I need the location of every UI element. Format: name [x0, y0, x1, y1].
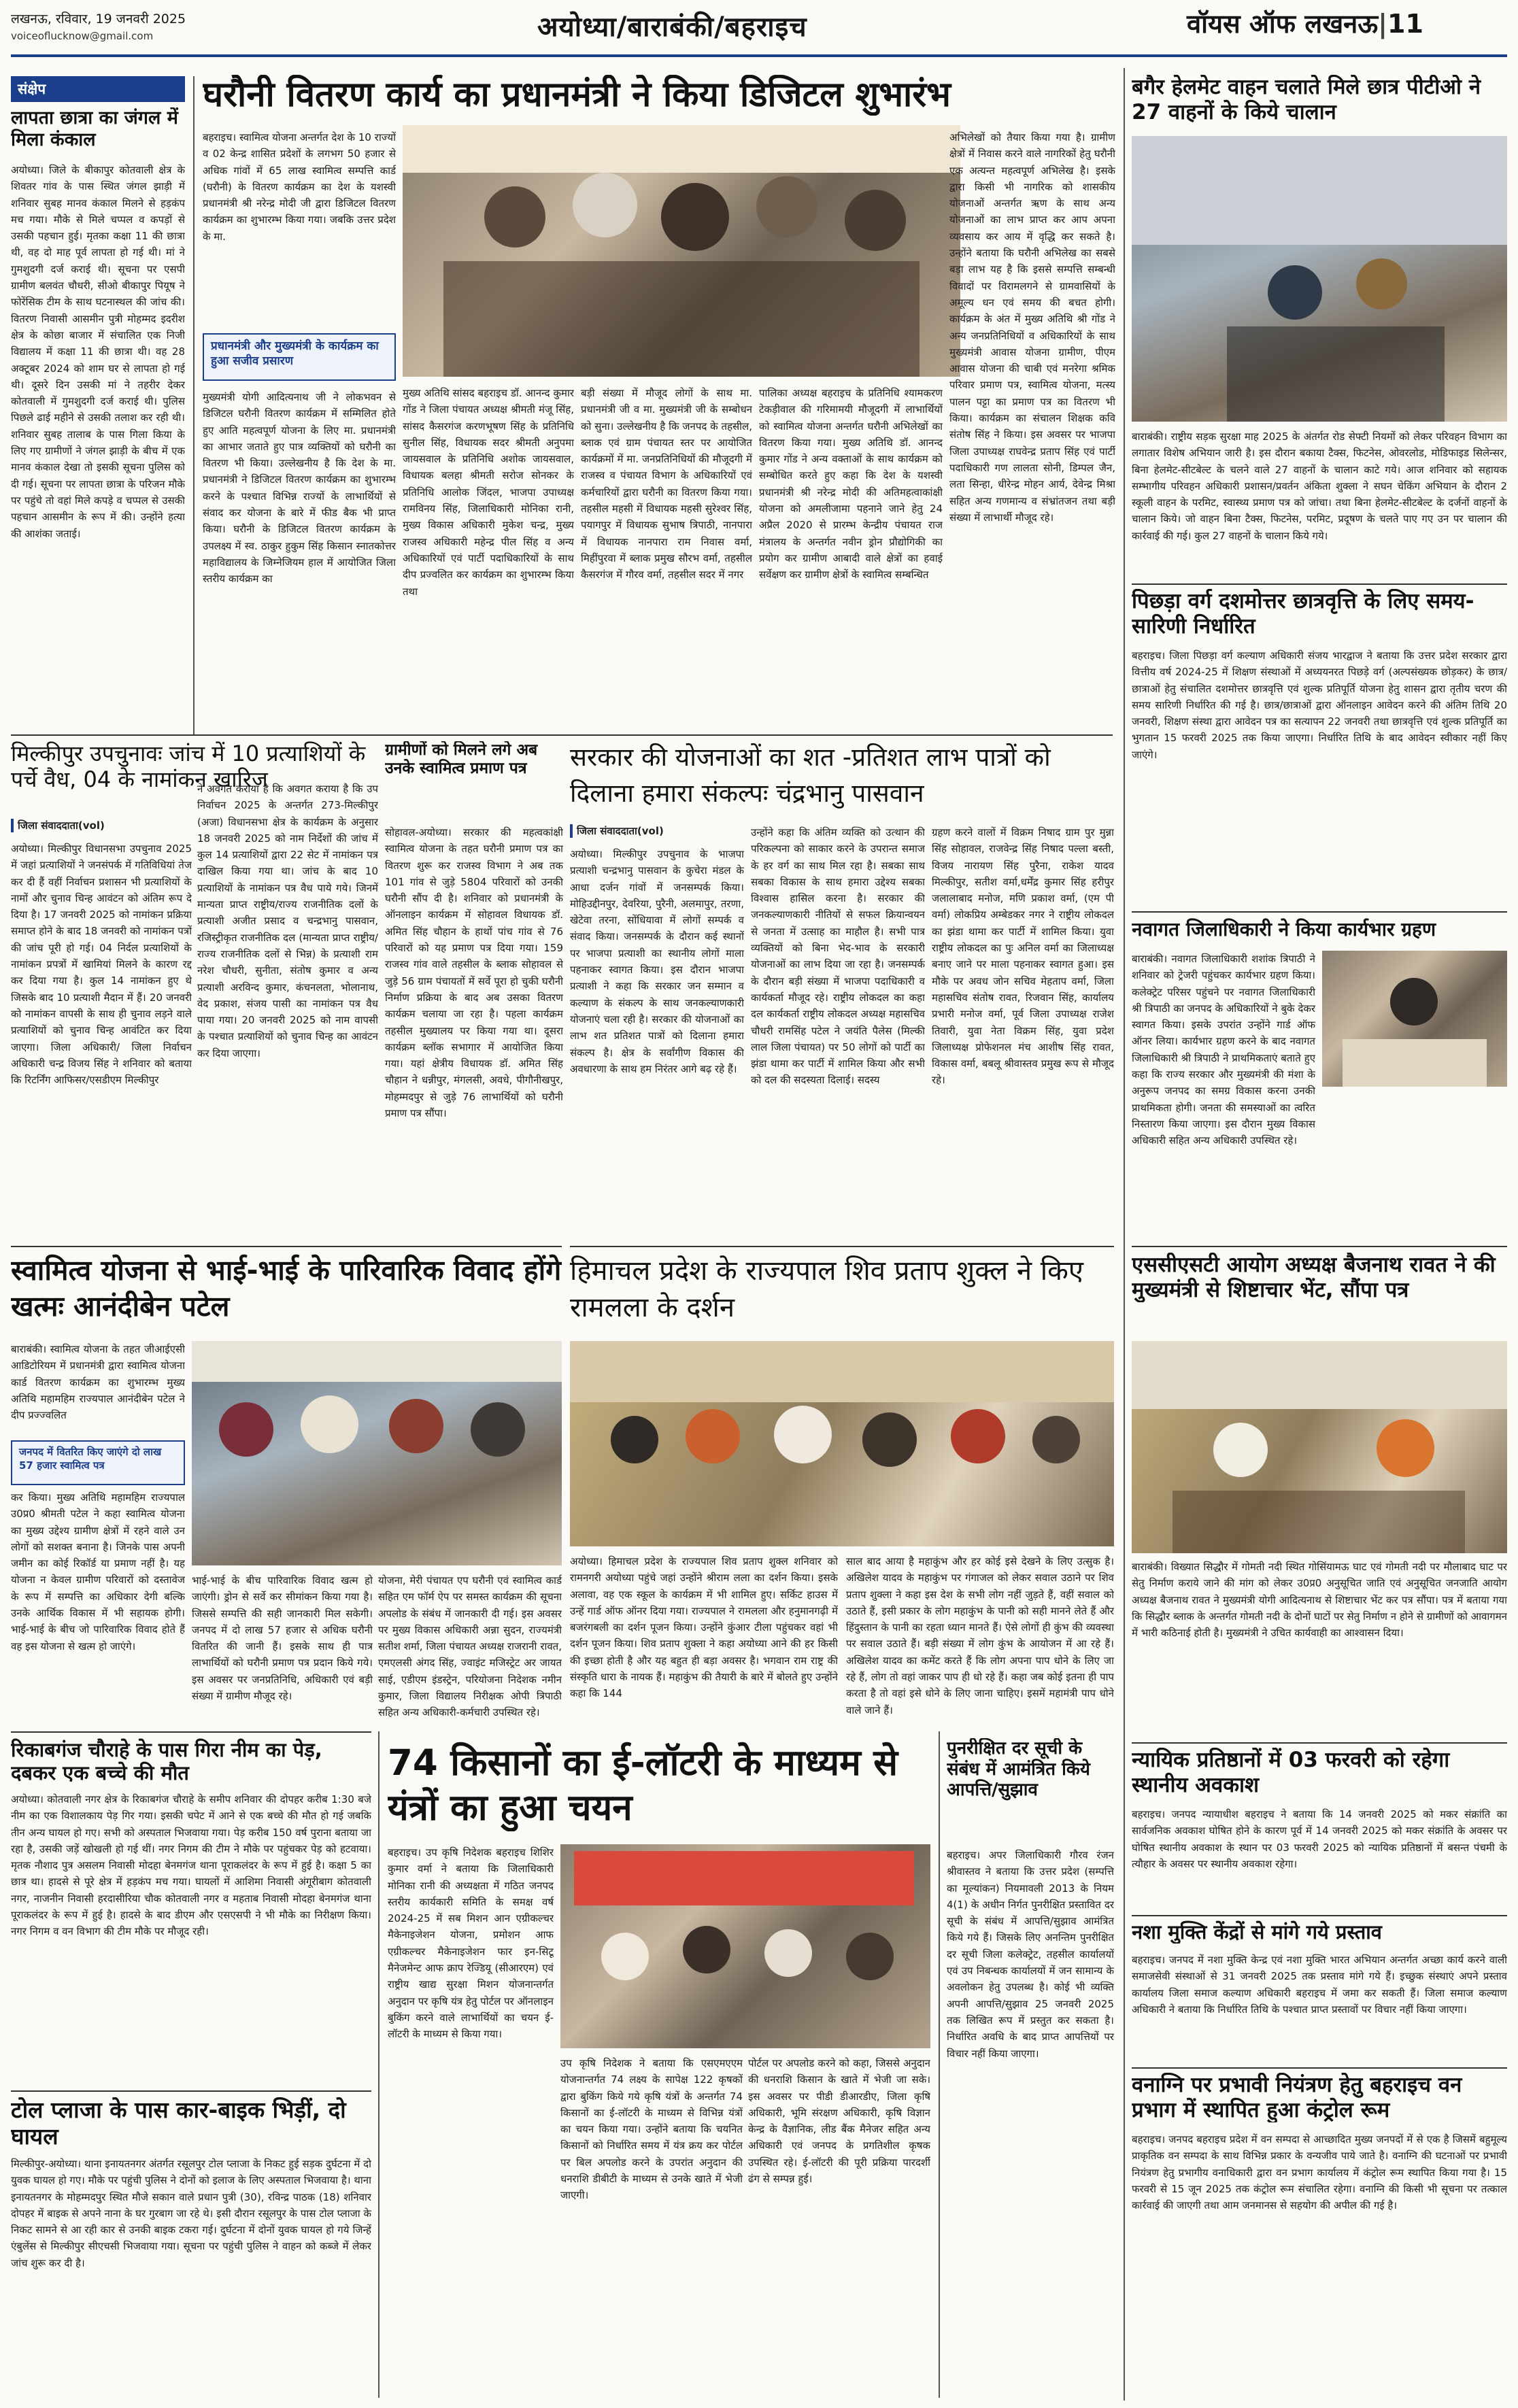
- brand-name: वॉयस ऑफ लखनऊ: [1187, 9, 1379, 39]
- helmet-body: बाराबंकी। राष्ट्रीय सड़क सुरक्षा माह 2025 के अंतर्गत रोड सेफ्टी नियमों को लेकर परिवहन विभाग का लगातार विशेष अभियान जारी है। इस दौरान बकाया टैक्स, फिटनेस, ओवरलोड, मोडिफाइड सिलेन्सर, बिना हेलमेट-सीटबेल्ट के चलने वाले 27 वाहनों के चालान काटे गये। आज शनिवार को सहायक सम्भागीय परिवहन अधिकारी प्रशासन/प्रवर्तन अंकिता शुक्ला ने सघन चेकिंग अभियान के दौरान 2 स्कूली वाहन के परमिट, स्वास्थ्य प्रमाण पत्र को जांचा। तथा बिना हेलमेट-सीटबेल्ट के दर्जनों वाहनों के चालान किये। जो वाहन बिना टैक्स, फिटनेस, परमिट, प्रदूषण के चलते पाए गए उन पर चालान की कार्रवाई की गई। कुल 27 वाहनों के चालान किये गये।: [1132, 430, 1507, 542]
- rajyapal-col1: अयोध्या। हिमाचल प्रदेश के राज्यपाल शिव प्रताप शुक्ल शनिवार को रामनगरी अयोध्या पहुंचे जहां उन्होंने श्रीराम लला का दर्शन किया। इसके अलावा, वह एक स्कूल के कार्यक्रम में भी शामिल हुए। सर्किट हाउस में उन्हें गार्ड ऑफ ऑनर दिया गया। राज्यपाल ने रामलला और हनुमानगढ़ी में बजरंगबली का दर्शन पूजन किया। उन्होंने कुंआर टीला पहुंचकर वहां भी दर्शन पूजन किया। शिव प्रताप शुक्ला ने कहा अयोध्या आने की हर किसी की इच्छा होती है और यह बहुत ही बड़ा अवसर है। भगवान राम राष्ट्र की संस्कृति धारा के नायक हैं। महाकुंभ की तैयारी के बारे में बोलते हुए उन्होंने कहा कि 144: [570, 1555, 838, 1700]
- anandiben-headline: स्वामित्व योजना से भाई-भाई के पारिवारिक विवाद होंगे खत्मः आनंदीबेन पटेल: [11, 1254, 562, 1323]
- nasha-top-rule: [1132, 1915, 1507, 1916]
- nyayik-headline: न्यायिक प्रतिष्ठानों में 03 फरवरी को रहेगा स्थानीय अवकाश: [1132, 1748, 1450, 1797]
- rajyapal-col2: साल बाद आया है महाकुंभ और हर कोई इसे देखने के लिए उत्सुक है। अखिलेश यादव के महाकुंभ पर गंगाजल को लेकर सवाल उठाने पर शिव प्रताप शुक्ला ने कहा इस देश के सभी लोग नहीं जुड़ते हैं, वहीं सवाल को उठाते हैं, इसी प्रकार के लोग महाकुंभ के पानी को सही मानने लेते हैं और हिंदुस्तान के पानी का रहता ध्यान मानते हैं। ऐसे लोगों ही कुंभ की व्यवस्था पर सवाल उठाते हैं। बड़ी संख्या में लोग कुंभ के आयोजन में आ रहे हैं। अखिलेश यादव का कमेंट करते हैं कि लोग अपना पाप धोने के लिए जा रहे हैं, लोग तो वहां जाकर पाप ही धो रहे हैं। कहा जब कोई इतना ही पाप करता है तो वहां इसे धोने के लिए जाना चाहिए। इसमें महामंत्री पाप धोने वाले जाने हैं।: [846, 1555, 1114, 1716]
- lead-col3: बड़ी संख्या में मौजूद लोगों के साथ मा. प्रधानमंत्री जी व मा. मुख्यमंत्री जी के सम्बोधन को सुना। उल्लेखनीय है कि जनपद के तहसील, ब्लाक एवं ग्राम पंचायत स्तर पर आयोजित कार्यक्रमों में मा. जनप्रतिनिधियों की मौजूदगी में राजस्व व पंचायत विभाग के अधिकारियों एवं कर्मचारियों द्वारा घरौनी का वितरण किया गया। तहसील महसी में विधायक महसी सुरेश्वर सिंह, पयागपुर में विधायक सुभाष त्रिपाठी, नानपारा में विधायक नानपारा राम निवास वर्मा, मिहींपुरवा में ब्लाक प्रमुख सौरभ वर्मा, तहसील कैसरगंज में गौरव वर्मा, तहसील सदर में नगर: [581, 387, 752, 581]
- helmet-photo: [1132, 136, 1507, 422]
- rikabganj-headline: रिकाबगंज चौराहे के पास गिरा नीम का पेड़, दबकर एक बच्चे की मौत: [11, 1738, 322, 1785]
- paswan-col1: अयोध्या। मिल्कीपुर उपचुनाव के भाजपा प्रत्याशी चन्द्रभानु पासवान के कुचेरा मंडल के आधा दर्जन गांवों में जनसम्पर्क किया। मोहिउद्दीनपुर, देवरिया, पुरैनी, अलमापुर, तरणा, खेटेवा तरना, सोंधियावा में लोगों सम्पर्क व संवाद किया। जनसम्पर्क के दौरान कई स्थानों पर भाजपा प्रत्याशी का स्थानीय लोगों माला पहनाकर स्वागत किया। इस दौरान भाजपा प्रत्याशी ने कहा कि सरकार जन सम्मान व कल्याण के संकल्प के साथ जनकल्याणकारी योजनाएं चला रही है। सरकार की योजनाओं का लाभ शत प्रतिशत पात्रों को दिलाना हमारा संकल्प है। क्षेत्र के सर्वांगीण विकास की अवधारणा के साथ हम निरंतर आगे बढ़ रहे हैं।: [570, 848, 744, 1075]
- vanagni-body: बहराइच। जनपद बहराइच प्रदेश में वन सम्पदा से आच्छादित मुख्य जनपदों में से एक है जिसमें बहुमूल्य प्राकृतिक वन सम्पदा के साथ विभिन्न प्रकार के वन्यजीव पाये जाते है। वनाग्नि की घटनाओं पर प्रभावी नियंत्रण हेतु प्रभागीय वनाधिकारी द्वारा वन प्रभाग कार्यालय में कंट्रोल रूम स्थापित किया गया है। 15 फरवरी से 15 जून 2025 तक कंट्रोल रूम संचालित रहेगा। वनाग्नि की किसी भी सूचना पर तत्काल कार्रवाई की जाएगी तथा आम जनमानस से सहयोग की अपील की गई है।: [1132, 2133, 1507, 2212]
- gramin-headline: ग्रामीणों को मिलने लगे अब उनके स्वामित्व प्रमाण पत्र: [385, 741, 538, 778]
- lead-col5: अभिलेखों को तैयार किया गया है। ग्रामीण क्षेत्रों में निवास करने वाले नागरिकों हेतु घरौनी एक अत्यन्त महत्वपूर्ण अभिलेख है। इसके द्वारा किसी भी नागरिक को शासकीय योजनाओं अन्तर्गत ऋण के साथ अन्य योजनाओं का लाभ प्राप्त कर आप अपना व्यवसाय कर आय में वृद्धि कर सकते है। उन्होंने बताया कि घरौनी अभिलेख का सबसे बड़ा लाभ यह है कि इससे सम्पत्ति सम्बन्धी विवादों पर विरामलगने से ग्रामवासियों के अमूल्य धन एवं समय की बचत होगी। कार्यक्रम के अंत में मुख्य अतिथि श्री गोंड ने अन्य जनप्रतिनिधियों व अधिकारियों के साथ मुख्यमंत्री आवास योजना ग्रामीण, पीएम आवास योजना की चाबी एवं मनरेगा श्रमिक परिवार प्रमाण पत्र, स्वामित्व योजना, मत्स्य पालन पट्टा का प्रमाण पत्र का वितरण भी किया। कार्यक्रम का संचालन शिक्षक कवि संतोष सिंह ने किया। इस अवसर पर भाजपा जिला उपाध्यक्ष राघवेन्द्र प्रताप सिंह एवं पार्टी पदाधिकारी गण लालता सोनी, डिम्पल जैन, लता सिन्हा, धीरेन्द्र मोहन आर्य, देवेन्द्र मिश्रा सहित अन्य गणमान्य व संभ्रांतजन तथा बड़ी संख्या में लाभार्थी मौजूद रहे।: [949, 131, 1115, 524]
- tollplaza-body: मिल्कीपुर-अयोध्या। थाना इनायतनगर अंतर्गत रसूलपुर टोल प्लाजा के निकट हुई सड़क दुर्घटना में दो युवक घायल हो गए। मौके पर पहुंची पुलिस ने दोनों को इलाज के लिए अस्पताल भिजवाया है। थाना इनायतनगर के मोहम्मदपुर स्थित मौजे सकान वाले प्रधान पुत्री (30), रविन्द्र पाठक (18) शनिवार दोपहर में बाइक से अपने नाना के घर गुरबाग जा रहे थे। इसी दौरान रसूलपुर के पास टोल प्लाजा के निकट सामने से आ रही कार से उनकी बाइक टकरा गई। दुर्घटना में दोनों युवक घायल हो गये जिन्हें एंबुलेंस से मिल्कीपुर सीएचसी भिजवाया गया। सूचना पर पहुंची पुलिस ने वाहन को कब्जे में लेकर जांच शुरू कर दी है।: [11, 2158, 371, 2269]
- navagat-headline: नवागत जिलाधिकारी ने किया कार्यभार ग्रहण: [1132, 918, 1436, 940]
- masthead-email: voiceoflucknow@gmail.com: [11, 30, 154, 42]
- masthead: [0, 0, 1518, 65]
- rikabganj-body: अयोध्या। कोतवाली नगर क्षेत्र के रिकाबगंज चौराहे के समीप शनिवार की दोपहर करीब 1:30 बजे नीम का एक विशालकाय पेड़ गिर गया। इसकी चपेट में आने से एक बच्चे की मौत हो गई जबकि तीन अन्य घायल हो गए। सभी को अस्पताल भिजवाया गया। पेड़ करीब 150 वर्ष पुराना बताया जा रहा है, उसकी जड़ें खोखली हो गई थीं। नगर निगम की टीम ने मौके पर पहुंचकर पेड़ को हटवाया। मृतक नौशाद पुत्र असलम निवासी मोदहा बेनमगंज थाना पूराकलंदर के रूप में हुई है। कक्षा 5 का छात्र था। हादसे से पूरे क्षेत्र में हड़कंप मच गया। घायलों में आशिमा निवासी अंगूरीबाग कोतवाली नगर, नाजनीन निवासी हरदासीरिया चौक कोतवाली नगर व महताब निवासी मोदहा बेनमगंज थाना पूराकलंदर के रूप में हुई है। हादसे के बाद डीएम और एसएसपी ने भी मौके का निरीक्षण किया। नगर निगम व वन विभाग की टीम मौके पर मौजूद रही।: [11, 1793, 371, 1938]
- chhatravritti-headline: पिछड़ा वर्ग दशमोत्तर छात्रवृत्ति के लिए समय-सारिणी निर्धारित: [1132, 589, 1474, 639]
- vanagni-headline: वनाग्नि पर प्रभावी नियंत्रण हेतु बहराइच वन प्रभाग में स्थापित हुआ कंट्रोल रूम: [1132, 2073, 1462, 2122]
- anandiben-col3: योजना, मेरी पंचायत एप घरौनी एवं स्वामित्व कार्ड सहित एम फॉर्म ऐप पर समस्त कार्यक्रम की सूचना अपलोड के संबंध में जानकारी दी गई। इस अवसर पर मुख्य विकास अधिकारी अन्ना सुदन, राज्यमंत्री सतीश शर्मा, जिला पंचायत अध्यक्ष राजरानी रावत, एमएलसी अंगद सिंह, ज्वाइंट मजिस्ट्रेट अर जायत साई, एडीएम इंडस्ट्रेन, परियोजना निदेशक नमीन कुमार, जिला विद्यालय निरीक्षक ओपी त्रिपाठी सहित अन्य अधिकारी-कर्मचारी उपस्थित रहे।: [378, 1574, 562, 1719]
- rawat-photo: [1132, 1341, 1507, 1553]
- milkipur-col2: ने अवगत कराया है कि अवगत कराया है कि उप निर्वाचन 2025 के अन्तर्गत 273-मिल्कीपुर (अजा) विधानसभा क्षेत्र के कार्यक्रम के अनुसार 18 जनवरी 2025 को नाम निर्देशों की जांच में कुल 14 प्रत्याशियों द्वारा 22 सेट में नामांकन पत्र दाखिल किया गया था। जांच के बाद 10 प्रत्याशियों के नामांकन पत्र वैध पाये गये। जिनमें मान्यता प्राप्त राष्ट्रीय/राज्य राजनीतिक दलों के प्रत्याशी अजीत प्रसाद व चन्द्रभानु पासवान, रजिस्ट्रीकृत राजनीतिक दल (मान्यता प्राप्त राष्ट्रीय/राज्य राजनीतिक दलों से भिन्न) के प्रत्याशी राम नरेश चौधरी, सुनीता, संतोष कुमार व अन्य प्रत्याशी अरविन्द कुमार, कंचनलता, भोलानाथ, वेद प्रकाश, संजय पासी का नामांकन पत्र वैध पाया गया। 20 जनवरी 2025 को नाम वापसी के पश्चात प्रत्याशियों को चुनाव चिन्ह का आवंटन कर दिया जाएगा।: [197, 783, 378, 1059]
- bottom-left-divider: [378, 1731, 380, 2398]
- anandiben-col1b: कर किया। मुख्य अतिथि महामहिम राज्यपाल उ0प्र0 श्रीमती पटेल ने कहा स्वामित्व योजना का मुख्य उद्देश्य ग्रामीण क्षेत्रों में रहने वाले उन लोगों को सशक्त बनाना है। जिनके पास अपनी जमीन का कोई रिकॉर्ड या प्रमाण नहीं है। यह योजना न केवल ग्रामीण परिवारों को दस्तावेज के रूप में सम्पत्ति का अधिकार देगी बल्कि उनके आर्थिक विकास में भी सहायक होगी। भाई-भाई के बीच जो पारिवारिक विवाद होते हैं वह इस योजना से खत्म हो जाएंगे।: [11, 1491, 185, 1652]
- paswan-col2: उन्होंने कहा कि अंतिम व्यक्ति को उत्थान की परिकल्पना को साकार करने के उपरान्त समाज के हर वर्ग का साथ मिल रहा है। सबका साथ सबका विकास के साथ हमारा उद्देश्य सबका विश्वास हासिल करना है। सरकार की जनकल्याणकारी नीतियों से सफल क्रियान्वयन से जनता में उत्साह का माहौल है। सभी पात्र व्यक्तियों को बिना भेद-भाव के सरकारी योजनाओं का लाभ दिया जा रहा है। जनसम्पर्क के दौरान बड़ी संख्या में भाजपा पदाधिकारी व कार्यकर्ता मौजूद रहे। राष्ट्रीय लोकदल का कहा दल कार्यकर्ता राष्ट्रीय लोकदल अध्यक्ष महासचिव चौधरी रामसिंह पटेल ने जयंति पैलेस (मिल्की लाल जिला पंचायत) पर 50 लोगों को पार्टी का झंडा थामा कर पार्टी में शामिल किया और सभी को दल की सदस्यता दिलाई। सदस्य: [751, 826, 925, 1087]
- tollplaza-top-rule: [11, 2090, 371, 2092]
- milkipur-col1: अयोध्या। मिल्कीपुर विधानसभा उपचुनाव 2025 में जहां प्रत्याशियों ने जनसंपर्क में गतिविधियां तेज कर दी हैं वहीं निर्वाचन प्रशासन भी प्रत्याशियों के नामों और चुनाव चिन्ह आवंटन को अंतिम रूप दे दिया है। 17 जनवरी 2025 को नामांकन प्रक्रिया समाप्त होने के बाद 18 जनवरी को नामांकन पत्रों की जांच पूरी हो गई। 04 निर्दल प्रत्याशियों के नामांकन प्रपत्रों में खामियां मिलने के कारण रद्द कर दिया गया है। कुल 14 नामांकन हुए थे जिसके बाद 10 प्रत्याशी मैदान में हैं। 20 जनवरी को नामांकन वापसी के साथ ही चुनाव लड़ने वाले प्रत्याशियों को चुनाव चिन्ह आवंटित कर दिया जाएगा। जिला अधिकारी/ जिला निर्वाचन अधिकारी चन्द्र विजय सिंह ने शनिवार को बताया कि रिटर्निंग आफिसर/एसडीएम मिल्कीपुर: [11, 843, 192, 1087]
- masthead-brand: वॉयस ऑफ लखनऊ|11: [1187, 9, 1423, 39]
- chhatravritti-top-rule: [1132, 583, 1507, 585]
- lead-col1: बहराइच। स्वामित्व योजना अन्तर्गत देश के 10 राज्यों व 02 केन्द्र शासित प्रदेशों के लगभग 50 हजार से अधिक गांवों में 65 लाख स्वामित्व सम्पत्ति कार्ड (घरौनी) के वितरण कार्यक्रम का देश के यशस्वी प्रधानमंत्री श्री नरेन्द्र मोदी जी द्वारा डिजिटल वितरण कार्यक्रम का शुभारम्भ किया गया। जबकि उत्तर प्रदेश के मा.: [203, 131, 396, 243]
- nyayik-body: बहराइच। जनपद न्यायाधीश बहराइच ने बताया कि 14 जनवरी 2025 को मकर संक्रांति का सार्वजनिक अवकाश घोषित होने के कारण पूर्व में 14 जनवरी 2025 को मकर संक्रांति के अवसर पर घोषित स्थानीय अवकाश के स्थान पर 03 फरवरी 2025 को न्यायिक प्रतिष्ठानों में बसन्त पंचमी के त्यौहार के अवसर पर स्थानीय अवकाश रहेगा।: [1132, 1808, 1507, 1870]
- punarikshit-headline: पुनरीक्षित दर सूची के संबंध में आमंत्रित किये आपत्ति/सुझाव: [947, 1738, 1090, 1801]
- milkipur-byline: जिला संवाददाता(vol): [11, 819, 378, 832]
- anandiben-box: जनपद में वितरित किए जाएंगे दो लाख 57 हजार स्वामित्व पत्र: [11, 1440, 185, 1485]
- vanagni-top-rule: [1132, 2067, 1507, 2069]
- rawat-top-rule: [1132, 1246, 1507, 1247]
- sankshep-headline: लापता छात्रा का जंगल में मिला कंकाल: [11, 107, 178, 150]
- kisan-photo: [560, 1844, 930, 2048]
- anandiben-top-rule: [11, 1246, 562, 1247]
- navagat-body-1: बाराबंकी। नवागत जिलाधिकारी शशांक त्रिपाठी ने शनिवार को ट्रेजरी पहुंचकर कार्यभार ग्रहण किया। कलेक्ट्रेट परिसर पहुंचने पर नवागत जिलाधिकारी श्री त्रिपाठी का जनपद के अधिकारियों ने बुके देकर स्वागत किया। इसके उपरांत उन्होंने गार्ड ऑफ ऑनर लिया। कार्यभार ग्रहण करने के बाद नवागत जिलाधिकारी श्री त्रिपाठी ने प्राथमिकताएं बताते हुए कहा कि राज्य सरकार और मुख्यमंत्री की मंशा के अनुरूप जनपद का समग्र विकास करना उनकी प्राथमिकता होगी। जनता की समस्याओं का त्वरित निस्तारण किया जाएगा। इस दौरान मुख्य विकास अधिकारी सहित अन्य अधिकारी उपस्थित रहे।: [1132, 953, 1315, 1147]
- anandiben-col2: भाई-भाई के बीच पारिवारिक विवाद खत्म हो जाएंगी। ड्रोन से सर्वे कर सीमांकन किया गया है। जिससे सम्पत्ति की सही जानकारी मिल सकेगी। जनपद में दो लाख 57 हजार से अधिक घरौनी वितरित की जानी हैं। इसके साथ ही पात्र लाभार्थियों को घरौनी प्रमाण पत्र प्रदान किये गये। इस अवसर पर जनप्रतिनिधि, अधिकारी एवं बड़ी संख्या में ग्रामीण मौजूद रहे।: [192, 1574, 373, 1703]
- kisan-headline: 74 किसानों का ई-लॉटरी के माध्यम से यंत्रों का हुआ चयन: [388, 1742, 898, 1829]
- gramin-body: सोहावल-अयोध्या। सरकार की महत्वकांक्षी स्वामित्व योजना के तहत घरौनी प्रमाण पत्र का वितरण शुरू कर राजस्व विभाग ने अब तक 101 गांव से जुड़े 5804 परिवारों को उनकी घरौनी सौंप दी है। शनिवार को प्रधानमंत्री के ऑनलाइन कार्यक्रम में सोहावल विधायक डॉ. अमित सिंह चौहान के हाथों पांच गांव से 76 परिवारों को यह प्रमाण पत्र दिया गया। 159 राजस्व गांव वाले तहसील के ब्लाक सोहावल से जुड़े 56 ग्राम पंचायतों में सर्वे पूरा हो चुकी घरौनी निर्माण प्रक्रिया के बाद अब उसका वितरण कार्यक्रम चलाया जा रहा है। पहला कार्यक्रम तहसील मुख्यालय पर किया गया था। दूसरा कार्यक्रम ब्लॉक सभागार में आयोजित किया गया। यहां क्षेत्रीय विधायक डॉ. अमित सिंह चौहान ने धन्नीपुर, मंगलसी, अवधे, पीगौनीखपुर, मोहम्मदपुर से जुड़े 76 लाभार्थियों को घरौनी प्रमाण पत्र सौंपा।: [385, 826, 563, 1120]
- sankshep-divider: [193, 76, 195, 736]
- lead-col4: पालिका अध्यक्ष बहराइच के प्रतिनिधि श्यामकरण टेकड़ीवाल की गरिमामयी मौजूदगी में लाभार्थियों को स्वामित्व योजना अन्तर्गत घरौनी अभिलेखों का वितरण किया गया। मुख्य अतिथि डॉ. आनन्द कुमार गोंड ने अन्य वक्ताओं के साथ कार्यक्रम को सम्बोधित करते हुए कहा कि देश के यशस्वी प्रधानमंत्री श्री नरेन्द्र मोदी की अतिमहत्वाकांक्षी योजना को अमलीजामा पहनाने जाने हेतु 24 अप्रैल 2020 से प्रारम्भ केन्द्रीय पंचायत राज मंत्रालय के अन्तर्गत नवीन ड्रोन प्रौद्योगिकी का प्रयोग कर ग्रामीण आबादी वाले क्षेत्रों का हवाई सर्वेक्षण कर ग्रामीण क्षेत्रों के स्वामित्व सम्बन्धित: [759, 387, 943, 581]
- sankshep-tag: संक्षेप: [11, 76, 185, 102]
- rajyapal-headline: हिमाचल प्रदेश के राज्यपाल शिव प्रताप शुक्ल ने किए रामलला के दर्शन: [570, 1255, 1083, 1323]
- kisan-col3: पोर्टल पर अपलोड करने को कहा, जिससे अनुदान की धनराशि किसान के खाते में भेजी जा सके। इस अवसर पर पीडी डीआरडीए, जिला कृषि अधिकारी, भूमि संरक्षण अधिकारी, कृषि विज्ञान केन्द्र के वैज्ञानिक, लीड बैंक मैनेजर सहित अन्य अधिकारी एवं जनपद के प्रगतिशील कृषक उपस्थित रहे। ई-लॉटरी की पूरी प्रक्रिया पारदर्शी ढंग से सम्पन्न हुई।: [748, 2057, 930, 2186]
- nasha-body: बहराइच। जनपद में नशा मुक्ति केन्द्र एवं नशा मुक्ति भारत अभियान अन्तर्गत अच्छा कार्य करने वाली समाजसेवी संस्थाओं से 31 जनवरी 2025 तक प्रस्ताव मांगे गये हैं। इच्छुक संस्थाएं अपने प्रस्ताव कार्यालय जिला समाज कल्याण अधिकारी बहराइच में जमा कर सकती हैं। जिला समाज कल्याण अधिकारी ने बताया कि निर्धारित तिथि के पश्चात प्राप्त प्रस्तावों पर विचार नहीं किया जाएगा।: [1132, 1954, 1507, 2016]
- anandiben-photo: [192, 1341, 562, 1565]
- lead-col2: मुख्य अतिथि सांसद बहराइच डॉ. आनन्द कुमार गोंड ने जिला पंचायत अध्यक्ष श्रीमती मंजू सिंह, सांसद कैसरगंज करणभूषण सिंह के प्रतिनिधि सुनील सिंह, विधायक सदर श्रीमती अनुपमा जायसवाल के प्रतिनिधि अशोक जायसवाल, विधायक बलहा श्रीमती सरोज सोनकर के प्रतिनिधि आलोक जिंदल, भाजपा उपाध्यक्ष रामविनय सिंह, जिलाधिकारी मोनिका रानी, मुख्य विकास अधिकारी मुकेश चन्द्र, मुख्य राजस्व अधिकारी महेन्द्र पील सिंह व अन्य अधिकारियों एवं पार्टी पदाधिकारियों के साथ दीप प्रज्वलित कर कार्यक्रम का शुभारम्भ किया तथा: [403, 387, 574, 598]
- helmet-headline: बगैर हेलमेट वाहन चलाते मिले छात्र पीटीओ ने 27 वाहनों के किये चालान: [1132, 75, 1481, 124]
- anandiben-col1: बाराबंकी। स्वामित्व योजना के तहत जीआईएसी आडिटोरियम में प्रधानमंत्री द्वारा स्वामित्व योजना कार्ड वितरण कार्यक्रम का शुभारम्भ मुख्य अतिथि महामहिम राज्यपाल आनंदीबेन पटेल ने दीप प्रज्ज्वलित: [11, 1343, 185, 1422]
- lead-col1b: मुख्यमंत्री योगी आदित्यनाथ जी ने लोकभवन से डिजिटल घरौनी वितरण कार्यक्रम में सम्मिलित होते हुए आति महत्वपूर्ण योजना के लिए मा. प्रधानमंत्री का आभार जताते हुए पात्र व्यक्तियों को घरौनी का वितरण भी किया। उल्लेखनीय है कि देश के मा. प्रधानमंत्री ने डिजिटल वितरण कार्यक्रम का शुभारम्भ करने के पश्चात विभिन्न राज्यों के लाभार्थियों से संवाद कर योजना के बारे में फीड बैक भी प्राप्त किया। घरौनी के डिजिटल वितरण कार्यक्रम के उपलक्ष्य में स्व. ठाकुर हुकुम सिंह किसान स्नातकोत्तर महाविद्यालय के जिम्नेजियम हाल में आयोजित जिला स्तरीय कार्यक्रम का: [203, 391, 396, 586]
- milkipur-headline: मिल्कीपुर उपचुनावः जांच में 10 प्रत्याशियों के पर्चे वैध, 04 के नामांकन खारिज: [11, 741, 366, 792]
- lead-caption-box: प्रधानमंत्री और मुख्यमंत्री के कार्यक्रम का हुआ सजीव प्रसारण: [203, 333, 396, 381]
- lead-photo: [403, 125, 960, 377]
- rawat-body: बाराबंकी। विख्यात सिद्धौर में गोमती नदी स्थित गोसिंयामऊ घाट एवं गोमती नदी पर मौलाबाद घाट पर सेतु निर्माण कराये जाने की मांग को लेकर उ0प्र0 अनुसूचित जाति एवं अनुसूचित जनजाति आयोग अध्यक्ष बैजनाथ रावत ने मुख्यमंत्री योगी आदित्यनाथ से शिष्टाचार भेंट कर पत्र सौंपा। पत्र में बताया गया कि सिद्धौर ब्लाक के अन्तर्गत गोमती नदी के दोनों घाटों पर सेतु निर्माण न होने से ग्रामीणों को आवागमन में भारी कठिनाई होती है। मुख्यमंत्री ने उचित कार्यवाही का आश्वासन दिया।: [1132, 1561, 1507, 1640]
- rajyapal-top-rule: [570, 1246, 1114, 1247]
- milkipur-top-rule: [11, 734, 1113, 736]
- kisan-col1: बहराइच। उप कृषि निदेशक बहराइच शिशिर कुमार वर्मा ने बताया कि जिलाधिकारी मोनिका रानी की अध्यक्षता में गठित जनपद स्तरीय कार्यकारी समिति के समक्ष वर्ष 2024-25 में सब मिशन आन एग्रीकल्चर मैकेनाइजेशन योजना, प्रमोशन आफ एग्रीकल्चर मैकेनाइजेशन फार इन-सिटू मैनेजमेन्ट आफ क्राप रेज्डियू (सीआरएम) एवं राष्ट्रीय खाद्य सुरक्षा मिशन योजनान्तर्गत अनुदान पर कृषि यंत्र हेतु पोर्टल पर ऑनलाइन बुकिंग करने वाले लाभार्थियों का चयन ई-लॉटरी के माध्यम से किया गया।: [388, 1846, 554, 2041]
- rawat-headline: एससीएसटी आयोग अध्यक्ष बैजनाथ रावत ने की मुख्यमंत्री से शिष्टाचार भेंट, सौंपा पत्र: [1132, 1253, 1496, 1302]
- rajyapal-photo: [570, 1341, 1114, 1546]
- paswan-col3: ग्रहण करने वालों में विक्रम निषाद ग्राम पुर मुन्ना सिंह सोहावल, राजवेन्द्र सिंह निषाद पल्ला बस्ती, विजय नारायण सिंह पुरैना, राकेश यादव मिल्कीपुर, सतीश वर्मा,धर्मेंद्र कुमार सिंह हरीपुर जलालाबाद मनोज, मणि प्रकाश वर्मा, (एम पी वर्मा) लोकप्रिय अम्बेडकर नगर ने राष्ट्रीय लोकदल का झंडा थामा कर पार्टी में शामिल किया। युवा राष्ट्रीय लोकदल का पुः अनिल वर्मा का जिलाध्यक्ष बनाए जाने पर माला पहनाकर स्वागत हुआ। इस मौके पर अवध जोन सचिव मेहताप वर्मा, जिला महासचिव संतोष रावत, रिजवान सिंह, कार्यालय प्रभारी मनोज वर्मा, पूर्व जिला उपाध्यक्ष राजेश तिवारी, युवा नेता विक्रम सिंह, युवा प्रदेश जिलाध्यक्ष प्रोफेशनल मंच आशीष सिंह रावत, विकास वर्मा, बबलू श्रीवास्तव प्रमुख रूप से मौजूद रहे।: [932, 826, 1114, 1087]
- tollplaza-headline: टोल प्लाजा के पास कार-बाइक भिड़ीं, दो घायल: [11, 2097, 346, 2150]
- paswan-byline: जिला संवाददाता(vol): [570, 824, 747, 838]
- nasha-headline: नशा मुक्ति केंद्रों से मांगे गये प्रस्ताव: [1132, 1920, 1382, 1944]
- right-column-divider: [1124, 68, 1125, 2401]
- masthead-section: अयोध्या/बाराबंकी/बहराइच: [537, 12, 807, 43]
- chhatravritti-body: बहराइच। जिला पिछड़ा वर्ग कल्याण अधिकारी संजय भारद्वाज ने बताया कि उत्तर प्रदेश सरकार द्वारा वित्तीय वर्ष 2024-25 में शिक्षण संस्थाओं में अध्ययनरत पिछड़े वर्ग (अल्पसंख्यक छोड़कर) के छात्र/छात्राओं हेतु संचालित दशमोत्तर छात्रवृत्ति एवं शुल्क प्रतिपूर्ति योजना हेतु शासन द्वारा तृतीय चरण की समय सारिणी निर्धारित की गई है। छात्र/छात्राओं द्वारा ऑनलाइन आवेदन करने की अंतिम तिथि 20 जनवरी, शिक्षण संस्था द्वारा आवेदन पत्र का सत्यापन 22 जनवरी तथा छात्रवृत्ति एवं शुल्क प्रतिपूर्ति का भुगतान 15 फरवरी 2025 तक किया जाएगा। निर्धारित तिथि के बाद आवेदन स्वीकार नहीं किए जाएंगे।: [1132, 649, 1507, 761]
- page-number: 11: [1387, 9, 1423, 39]
- punarikshit-divider: [939, 1731, 940, 2398]
- navagat-top-rule: [1132, 911, 1507, 913]
- rikabganj-top-rule: [11, 1731, 371, 1733]
- sankshep-body: अयोध्या। जिले के बीकापुर कोतवाली क्षेत्र के शिवतर गांव के पास स्थित जंगल झाड़ी में शनिवार सुबह मानव कंकाल मिलने से हड़कंप मच गया। मौके से मिले चप्पल व कपड़ों से उसकी पहचान हुई। मृतका कक्षा 11 की छात्रा थी, वह दो माह पूर्व लापता हो गई थी। मां ने गुमशुदगी दर्ज कराई थी। सूचना पर एसपी ग्रामीण बलवंत चौधरी, सीओ बीकापुर पियूष ने फोरेंसिक टीम के साथ घटनास्थल की जांच की। वितरण निवासी आसमीन पुत्री मोहम्मद इदरीश क्षेत्र के कोछा बाजार में संचालित एक निजी विद्यालय में कक्षा 11 की छात्रा थी। वह 28 अक्टूबर 2024 को शाम घर से लापता हो गई थी। दूसरे दिन उसकी मां ने तहरीर देकर कोतवाली में गुमशुदगी दर्ज कराई थी। पुलिस पिछले ढाई महीने से उसकी तलाश कर रही थी। शनिवार सुबह तालाब के पास गिला किया के लिए गए ग्रामीणों ने जंगल झाड़ी के बीच में एक मानव कंकाल देखा तो इसकी सूचना पुलिस को दी गई। सूचना पर लापता छात्रा के परिजन मौके पर पहुंचे तो वहां मिले कपड़े व चप्पल से उसकी पहचान आसमीन के रूप में की। उन्होंने हत्या की आशंका जताई।: [11, 164, 185, 540]
- paswan-headline: सरकार की योजनाओं का शत -प्रतिशत लाभ पात्रों को दिलाना हमारा संकल्पः चंद्रभानु पासवान: [570, 743, 1051, 808]
- punarikshit-body: बहराइच। अपर जिलाधिकारी गौरव रंजन श्रीवास्तव ने बताया कि उत्तर प्रदेश (सम्पत्ति का मूल्यांकन) नियमावली 2013 के नियम 4(1) के अधीन निर्गत पुनरीक्षित प्रस्तावित दर सूची के संबंध में आपत्ति/सुझाव आमंत्रित किये गये हैं। जिसके लिए अनन्तिम पुनरीक्षित दर सूची जिला कलेक्ट्रेट, तहसील कार्यालयों एवं उप निबन्धक कार्यालयों में जन सामान्य के अवलोकन हेतु उपलब्ध है। कोई भी व्यक्ति अपनी आपत्ति/सुझाव 25 जनवरी 2025 तक लिखित रूप में प्रस्तुत कर सकता है। निर्धारित अवधि के बाद प्राप्त आपत्तियों पर विचार नहीं किया जाएगा।: [947, 1849, 1114, 2060]
- nyayik-top-rule: [1132, 1742, 1507, 1744]
- lead-headline: घरौनी वितरण कार्य का प्रधानमंत्री ने किया डिजिटल शुभारंभ: [203, 75, 951, 115]
- masthead-rule: [11, 54, 1507, 57]
- kisan-col2: उप कृषि निदेशक ने बताया कि एसएमएएम योजनान्तर्गत 74 लक्ष्य के सापेक्ष 122 कृषकों द्वारा बुकिंग किये गये कृषि यंत्रों के अन्तर्गत 74 किसानों का ई-लॉटरी के माध्यम से विभिन्न यंत्रों का चयन किया गया। उन्होंने बताया कि चयनित किसानों को निर्धारित समय में यंत्र क्रय कर पोर्टल पर बिल अपलोड करने के उपरांत अनुदान की धनराशि डीबीटी के माध्यम से उनके खाते में भेजी जाएगी।: [560, 2057, 743, 2202]
- masthead-date: लखनऊ, रविवार, 19 जनवरी 2025: [11, 12, 186, 27]
- navagat-photo: [1322, 951, 1507, 1087]
